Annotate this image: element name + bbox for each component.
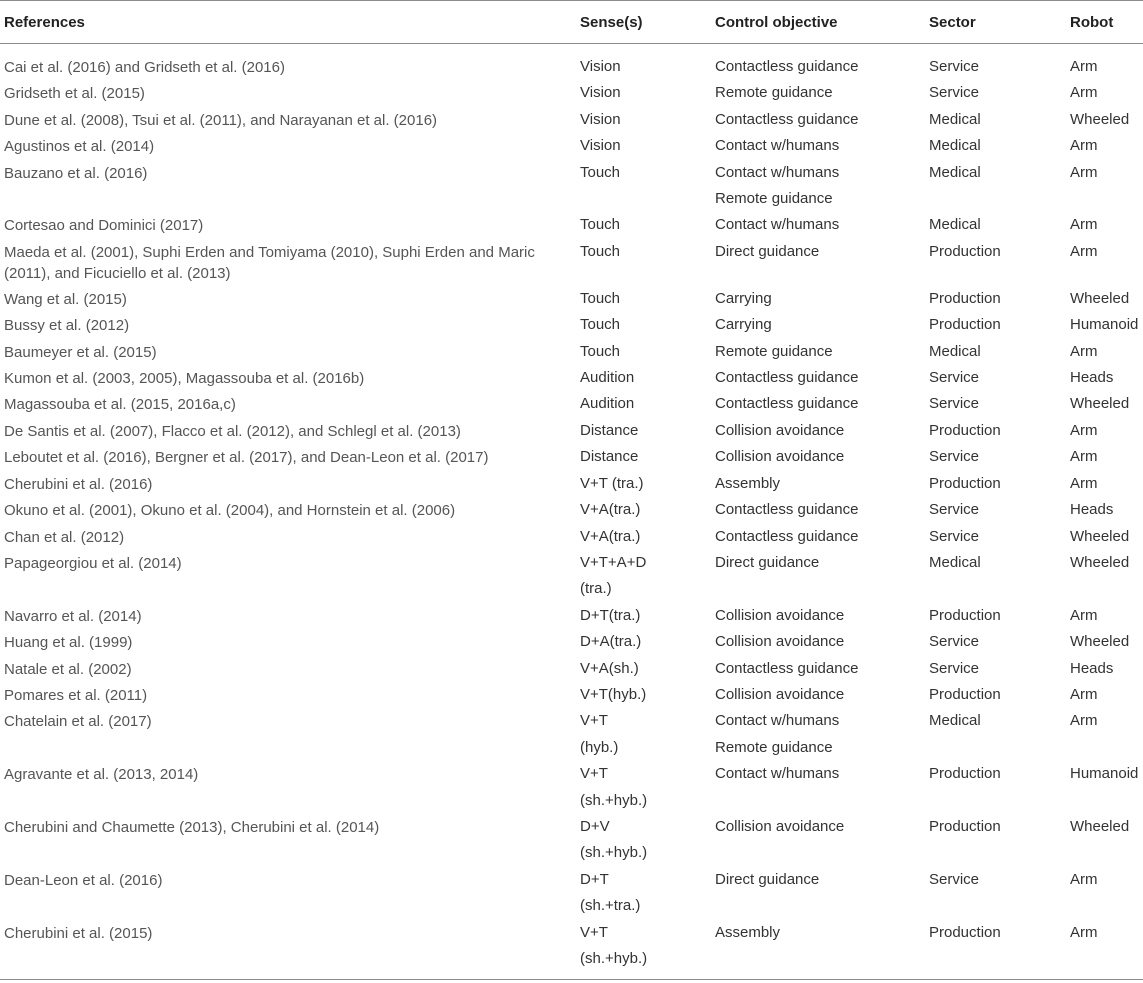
cell-references: Dean-Leon et al. (2016)	[4, 871, 163, 889]
cell-references: Gridseth et al. (2015)	[4, 85, 145, 103]
sense-line: Audition	[580, 395, 635, 413]
sense-line: (sh.+hyb.)	[580, 844, 648, 862]
cell-robot: Heads	[1070, 501, 1114, 519]
table-row	[0, 339, 1143, 365]
objective-line: Contact w/humans	[715, 712, 840, 730]
cell-sector: Production	[929, 421, 1001, 439]
objective-line: Contact w/humans	[715, 216, 840, 234]
cell-robot: Arm	[1070, 606, 1098, 624]
cell-senses	[580, 656, 715, 682]
cell-sector: Medical	[929, 216, 981, 234]
sense-line: V+T	[580, 765, 608, 783]
cell-sector: Service	[929, 58, 980, 75]
cell-control-objective	[715, 471, 929, 497]
objective-line: Collision avoidance	[715, 685, 845, 703]
cell-references: Bauzano et al. (2016)	[4, 164, 148, 182]
cell-control-objective	[715, 80, 929, 106]
cell-robot: Arm	[1070, 58, 1098, 75]
table-row	[0, 920, 1143, 980]
table-row	[0, 133, 1143, 159]
cell-references: Magassouba et al. (2015, 2016a,c)	[4, 396, 236, 414]
header-sector: Sector	[929, 1, 1070, 44]
cell-senses	[580, 814, 715, 867]
objective-line: Assembly	[715, 923, 781, 941]
cell-sector: Medical	[929, 110, 981, 128]
cell-references: Okuno et al. (2001), Okuno et al. (2004), and Hornstein et al. (2006)	[4, 502, 456, 520]
objective-line: Remote guidance	[715, 738, 833, 756]
cell-senses	[580, 160, 715, 213]
cell-references: Bussy et al. (2012)	[4, 317, 130, 335]
cell-references: Cai et al. (2016) and Gridseth et al. (2016)	[4, 59, 285, 76]
header-references: References	[0, 1, 580, 44]
table-row	[0, 867, 1143, 920]
table-bottom-rule	[0, 979, 1143, 980]
cell-control-objective	[715, 365, 929, 391]
cell-senses	[580, 391, 715, 417]
sense-line: V+T	[580, 923, 608, 941]
cell-references: Natale et al. (2002)	[4, 660, 132, 678]
sense-line: Touch	[580, 342, 621, 360]
objective-line: Collision avoidance	[715, 817, 845, 835]
sense-line: Vision	[580, 137, 621, 155]
cell-sector: Service	[929, 395, 980, 413]
cell-control-objective	[715, 212, 929, 238]
cell-robot: Wheeled	[1070, 553, 1130, 571]
cell-senses	[580, 286, 715, 312]
cell-robot: Arm	[1070, 448, 1098, 466]
cell-robot: Wheeled	[1070, 817, 1130, 835]
cell-control-objective	[715, 682, 929, 708]
cell-references: Cherubini et al. (2016)	[4, 475, 153, 493]
cell-sector: Production	[929, 606, 1001, 624]
cell-robot: Heads	[1070, 369, 1114, 387]
cell-robot: Arm	[1070, 870, 1098, 888]
objective-line: Contactless guidance	[715, 395, 859, 413]
cell-control-objective	[715, 656, 929, 682]
cell-robot: Arm	[1070, 923, 1098, 941]
table-row	[0, 682, 1143, 708]
cell-sector: Service	[929, 448, 980, 466]
cell-senses	[580, 312, 715, 338]
sense-line: Vision	[580, 84, 621, 102]
table-row	[0, 603, 1143, 629]
cell-robot: Arm	[1070, 84, 1098, 102]
cell-references: Wang et al. (2015)	[4, 290, 127, 308]
cell-senses	[580, 444, 715, 470]
cell-senses	[580, 239, 715, 286]
table-row	[0, 814, 1143, 867]
objective-line: Contactless guidance	[715, 369, 859, 387]
objective-line: Direct guidance	[715, 242, 820, 260]
objective-line: Assembly	[715, 474, 781, 492]
cell-control-objective	[715, 133, 929, 159]
cell-references: Cherubini et al. (2015)	[4, 924, 153, 942]
objective-line: Contact w/humans	[715, 163, 840, 181]
cell-control-objective	[715, 107, 929, 133]
table-row	[0, 629, 1143, 655]
cell-control-objective	[715, 550, 929, 603]
table-row	[0, 160, 1143, 213]
cell-sector: Medical	[929, 163, 981, 181]
objective-line: Contact w/humans	[715, 137, 840, 155]
cell-references: De Santis et al. (2007), Flacco et al. (2012), and Schlegl et al. (2013)	[4, 422, 461, 440]
cell-senses	[580, 44, 715, 81]
cell-senses	[580, 629, 715, 655]
table-row	[0, 708, 1143, 761]
cell-control-objective	[715, 239, 929, 286]
table-row	[0, 239, 1143, 286]
cell-references: Chatelain et al. (2017)	[4, 713, 152, 731]
cell-senses	[580, 524, 715, 550]
cell-senses	[580, 603, 715, 629]
cell-control-objective	[715, 160, 929, 213]
table-row	[0, 391, 1143, 417]
sense-line: V+T	[580, 712, 608, 730]
sense-line: (hyb.)	[580, 738, 619, 756]
cell-senses	[580, 920, 715, 980]
cell-references: Chan et al. (2012)	[4, 528, 125, 546]
objective-line: Collision avoidance	[715, 606, 845, 624]
cell-senses	[580, 471, 715, 497]
cell-control-objective	[715, 286, 929, 312]
table-row	[0, 107, 1143, 133]
objective-line: Direct guidance	[715, 553, 820, 571]
cell-senses	[580, 418, 715, 444]
table-row	[0, 550, 1143, 603]
objective-line: Collision avoidance	[715, 448, 845, 466]
cell-robot: Arm	[1070, 242, 1098, 260]
cell-sector: Production	[929, 289, 1001, 307]
cell-references: Kumon et al. (2003, 2005), Magassouba et al. (2016b)	[4, 370, 365, 388]
cell-robot: Arm	[1070, 163, 1098, 181]
cell-references: Agustinos et al. (2014)	[4, 138, 155, 156]
sense-line: D+T(tra.)	[580, 606, 641, 624]
cell-control-objective	[715, 339, 929, 365]
cell-robot: Arm	[1070, 712, 1098, 730]
cell-sector: Production	[929, 316, 1001, 334]
cell-senses	[580, 365, 715, 391]
cell-robot: Wheeled	[1070, 110, 1130, 128]
sense-line: V+A(tra.)	[580, 527, 641, 545]
cell-robot: Arm	[1070, 216, 1098, 234]
cell-senses	[580, 682, 715, 708]
table-row	[0, 44, 1143, 81]
table-row	[0, 497, 1143, 523]
sense-line: V+T (tra.)	[580, 474, 644, 492]
table-row	[0, 80, 1143, 106]
objective-line: Contactless guidance	[715, 659, 859, 677]
cell-senses	[580, 107, 715, 133]
cell-control-objective	[715, 603, 929, 629]
table-header	[0, 1, 1143, 44]
sense-line: V+T+A+D	[580, 553, 647, 571]
objective-line: Contactless guidance	[715, 58, 859, 75]
sense-line: Distance	[580, 448, 639, 466]
sense-line: Touch	[580, 316, 621, 334]
sense-line: Vision	[580, 110, 621, 128]
cell-references: Maeda et al. (2001), Suphi Erden and Tomiyama (2010), Suphi Erden and Maric (2011), and Ficuciello et al. (2013)	[4, 243, 535, 282]
cell-references: Agravante et al. (2013, 2014)	[4, 766, 199, 784]
table-row	[0, 524, 1143, 550]
header-control-objective: Control objective	[715, 1, 929, 44]
cell-control-objective	[715, 391, 929, 417]
header-senses: Sense(s)	[580, 1, 715, 44]
cell-senses	[580, 497, 715, 523]
table-row	[0, 444, 1143, 470]
cell-control-objective	[715, 497, 929, 523]
objective-line: Remote guidance	[715, 342, 833, 360]
table-row	[0, 656, 1143, 682]
sense-line: V+A(sh.)	[580, 659, 639, 677]
cell-senses	[580, 708, 715, 761]
objective-line: Collision avoidance	[715, 633, 845, 651]
objective-line: Carrying	[715, 316, 772, 334]
cell-robot: Arm	[1070, 474, 1098, 492]
cell-references: Leboutet et al. (2016), Bergner et al. (2017), and Dean-Leon et al. (2017)	[4, 449, 489, 467]
sense-line: D+A(tra.)	[580, 633, 642, 651]
header-row	[0, 1, 1143, 44]
table-row	[0, 418, 1143, 444]
cell-robot: Wheeled	[1070, 395, 1130, 413]
cell-sector: Service	[929, 527, 980, 545]
cell-sector: Production	[929, 685, 1001, 703]
table-row	[0, 365, 1143, 391]
table-row	[0, 312, 1143, 338]
cell-senses	[580, 133, 715, 159]
sense-line: Touch	[580, 163, 621, 181]
cell-control-objective	[715, 814, 929, 867]
sense-line: Touch	[580, 242, 621, 260]
cell-sector: Medical	[929, 342, 981, 360]
cell-references: Papageorgiou et al. (2014)	[4, 554, 182, 572]
cell-control-objective	[715, 629, 929, 655]
cell-sector: Medical	[929, 137, 981, 155]
sense-line: (sh.+hyb.)	[580, 950, 648, 967]
objective-line: Remote guidance	[715, 190, 833, 208]
cell-senses	[580, 212, 715, 238]
sense-line: Touch	[580, 289, 621, 307]
cell-sector: Medical	[929, 712, 981, 730]
sense-line: Audition	[580, 369, 635, 387]
cell-control-objective	[715, 920, 929, 980]
cell-references: Baumeyer et al. (2015)	[4, 343, 157, 361]
cell-senses	[580, 761, 715, 814]
cell-robot: Arm	[1070, 342, 1098, 360]
objective-line: Contactless guidance	[715, 110, 859, 128]
cell-robot: Arm	[1070, 685, 1098, 703]
sense-line: D+T	[580, 870, 609, 888]
sense-line: D+V	[580, 817, 610, 835]
cell-senses	[580, 867, 715, 920]
cell-control-objective	[715, 761, 929, 814]
cell-robot: Wheeled	[1070, 633, 1130, 651]
cell-sector: Production	[929, 923, 1001, 941]
sense-line: (tra.)	[580, 580, 612, 598]
table-row	[0, 761, 1143, 814]
cell-robot: Arm	[1070, 137, 1098, 155]
sense-line: Vision	[580, 58, 621, 75]
cell-sector: Service	[929, 501, 980, 519]
cell-senses	[580, 339, 715, 365]
sense-line: Distance	[580, 421, 639, 439]
cell-control-objective	[715, 418, 929, 444]
cell-sector: Service	[929, 369, 980, 387]
cell-senses	[580, 550, 715, 603]
cell-sector: Production	[929, 765, 1001, 783]
cell-robot: Wheeled	[1070, 289, 1130, 307]
sense-line: (sh.+hyb.)	[580, 791, 648, 809]
table-row	[0, 212, 1143, 238]
objective-line: Contactless guidance	[715, 527, 859, 545]
objective-line: Contactless guidance	[715, 501, 859, 519]
cell-control-objective	[715, 312, 929, 338]
cell-control-objective	[715, 867, 929, 920]
cell-robot: Wheeled	[1070, 527, 1130, 545]
cell-references: Cherubini and Chaumette (2013), Cherubini et al. (2014)	[4, 818, 380, 836]
cell-references: Dune et al. (2008), Tsui et al. (2011), and Narayanan et al. (2016)	[4, 111, 438, 129]
cell-sector: Service	[929, 659, 980, 677]
cell-robot: Heads	[1070, 659, 1114, 677]
sense-line: (sh.+tra.)	[580, 897, 641, 915]
sense-line: Touch	[580, 216, 621, 234]
sense-line: V+T(hyb.)	[580, 685, 647, 703]
cell-sector: Production	[929, 242, 1001, 260]
cell-references: Cortesao and Dominici (2017)	[4, 217, 204, 235]
cell-references: Huang et al. (1999)	[4, 634, 133, 652]
cell-sector: Service	[929, 870, 980, 888]
cell-control-objective	[715, 44, 929, 81]
cell-robot: Humanoid	[1070, 316, 1139, 334]
header-robot: Robot	[1070, 1, 1143, 44]
cell-references: Navarro et al. (2014)	[4, 607, 142, 625]
table-row	[0, 286, 1143, 312]
cell-sector: Medical	[929, 553, 981, 571]
objective-line: Collision avoidance	[715, 421, 845, 439]
cell-control-objective	[715, 524, 929, 550]
objective-line: Carrying	[715, 289, 772, 307]
cell-control-objective	[715, 444, 929, 470]
table-body	[0, 44, 1143, 980]
objective-line: Contact w/humans	[715, 765, 840, 783]
cell-sector: Production	[929, 817, 1001, 835]
objective-line: Remote guidance	[715, 84, 833, 102]
table-row	[0, 471, 1143, 497]
cell-senses	[580, 80, 715, 106]
cell-sector: Service	[929, 84, 980, 102]
sense-line: V+A(tra.)	[580, 501, 641, 519]
cell-robot: Arm	[1070, 421, 1098, 439]
cell-robot: Humanoid	[1070, 765, 1139, 783]
cell-control-objective	[715, 708, 929, 761]
cell-sector: Service	[929, 633, 980, 651]
cell-references: Pomares et al. (2011)	[4, 686, 148, 704]
objective-line: Direct guidance	[715, 870, 820, 888]
cell-sector: Production	[929, 474, 1001, 492]
